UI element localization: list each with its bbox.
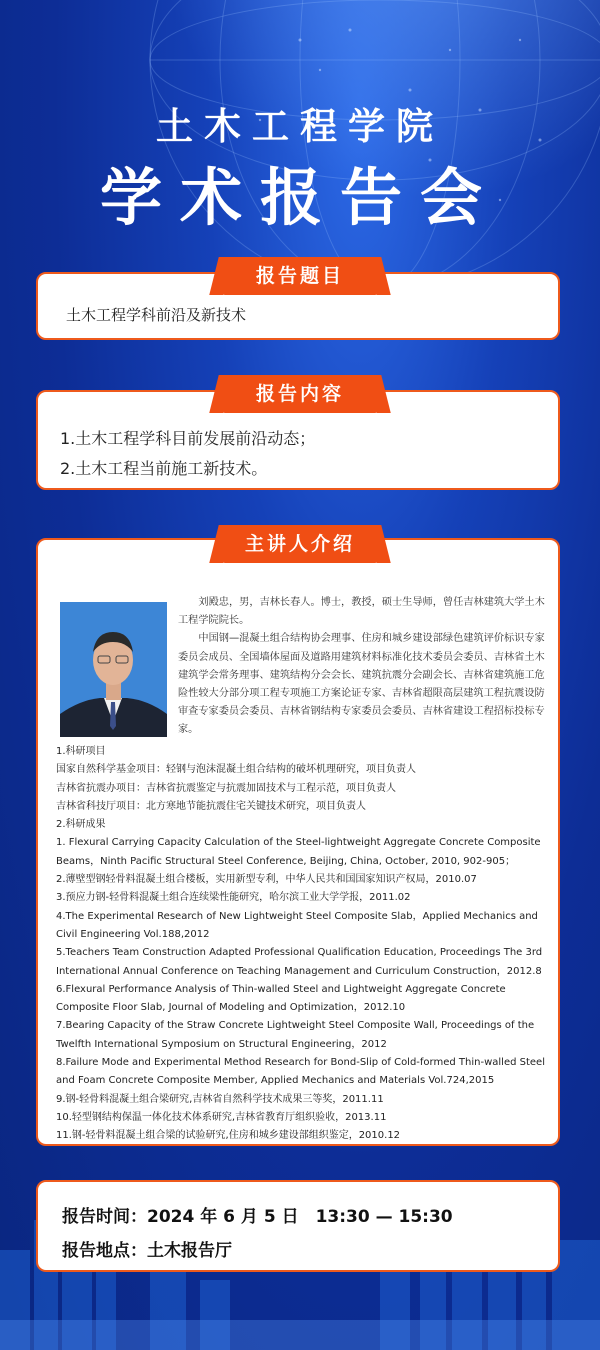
- achievement-item: 8.Failure Mode and Experimental Method Research for Bond-Slip of Cold-formed Thin-walled Steel and Foam Concrete Composite Member, Applied Mechanics and Materials Vol.724,2015: [56, 1057, 545, 1087]
- achievement-item: 2.科研成果: [56, 819, 106, 831]
- topic-text: 土木工程学科前沿及新技术: [66, 306, 247, 324]
- college-title: 土木工程学院: [156, 105, 444, 148]
- bio-paragraph: 中国钢—混凝土组合结构协会理事、住房和城乡建设部绿色建筑评价标识专家委员会成员、全国墙体屋面及道路用建筑材料标准化技术委员会委员、吉林省土木建筑学会常务理事、建筑结构分会会长、建筑抗震分会副会长、吉林省建筑施工危险性较大分部分项工程专项施工方案论证专家、吉林省超限高层建筑工程抗震设防审查专家委员会委员、吉林省钢结构专家委员会委员、吉林省建设工程招标投标专家。: [178, 633, 545, 736]
- speaker-bio: [178, 594, 546, 740]
- content-badge: 报告内容: [222, 375, 378, 413]
- achievement-item: 1.科研项目: [56, 746, 106, 757]
- content-item: 1.土木工程学科目前发展前沿动态；: [60, 429, 316, 448]
- achievement-item: 6.Flexural Performance Analysis of Thin-walled Steel and Lightweight Aggregate Concrete Composite Floor Slab, Journal of Modeling and Optimization，2012.10: [56, 983, 506, 1014]
- info-card: [36, 1180, 560, 1272]
- achievement-item: 5.Teachers Team Construction Adapted Professional Qualification Education, Proceedings The 3rd International Annual Conference on Teaching Management and Curriculum Construction，2012.8: [56, 947, 543, 977]
- achievements-list: [56, 743, 548, 1146]
- topic-badge: 报告题目: [222, 257, 378, 295]
- event-title: 学术报告会: [99, 161, 500, 234]
- content-list: [60, 424, 315, 484]
- achievement-item: 国家自然科学基金项目：轻钢与泡沫混凝土组合结构的破坏机理研究，项目负责人: [56, 764, 416, 776]
- achievement-item: 4.The Experimental Research of New Lightweight Steel Composite Slab，Applied Mechanics and Civil Engineering Vol.188,2012: [56, 910, 538, 940]
- report-place: 报告地点：土木报告厅: [62, 1241, 232, 1261]
- content-item: 2.土木工程当前施工新技术。: [60, 459, 268, 478]
- achievement-item: 7.Bearing Capacity of the Straw Concrete Lightweight Steel Composite Wall, Proceedings of the Twelfth International Symposium on Structural Engineering，2012: [56, 1020, 535, 1050]
- achievement-item: 3.预应力钢-轻骨料混凝土组合连续梁性能研究，哈尔滨工业大学学报，2011.02: [56, 892, 411, 904]
- achievement-item: 9.钢-轻骨料混凝土组合梁研究,吉林省自然科学技术成果三等奖，2011.11: [56, 1093, 384, 1105]
- achievement-item: 1. Flexural Carrying Capacity Calculation of the Steel-lightweight Aggregate Concrete Composite Beams，Ninth Pacific Structural Steel Conference, Beijing, China, October, 2010, 902-905；: [56, 837, 541, 867]
- bio-paragraph: 刘殿忠，男，吉林长春人。博士，教授，硕士生导师，曾任吉林建筑大学土木工程学院院长。: [178, 597, 545, 627]
- report-time: 报告时间：2024 年 6 月 5 日 13:30 — 15:30: [62, 1207, 453, 1227]
- achievement-item: 10.轻型钢结构保温一体化技术体系研究,吉林省教育厅组织验收，2013.11: [56, 1111, 387, 1123]
- achievement-item: 吉林省科技厅项目：北方寒地节能抗震住宅关键技术研究，项目负责人: [56, 800, 366, 812]
- speaker-photo: [60, 602, 167, 737]
- speaker-badge: 主讲人介绍: [222, 525, 378, 563]
- speaker-card: [36, 538, 560, 1146]
- achievement-item: 吉林省抗震办项目：吉林省抗震鉴定与抗震加固技术与工程示范，项目负责人: [56, 782, 396, 794]
- achievement-item: 2.薄壁型钢轻骨料混凝土组合楼板，实用新型专利，中华人民共和国国家知识产权局，2010.07: [56, 874, 477, 886]
- achievement-item: 11.钢-轻骨料混凝土组合梁的试验研究,住房和城乡建设部组织鉴定，2010.12: [56, 1130, 401, 1142]
